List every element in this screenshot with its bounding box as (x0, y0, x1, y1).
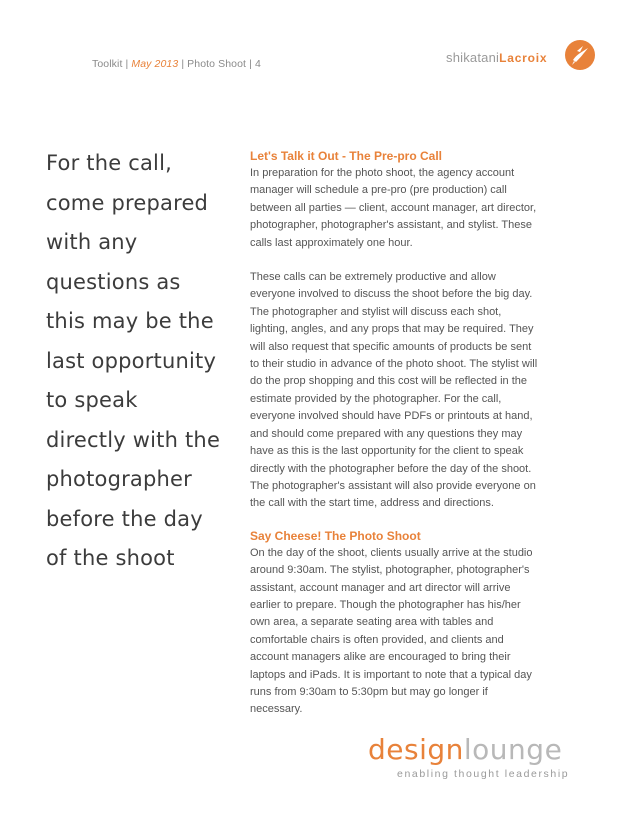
text-line: own area, a separate seating area with tables and (250, 616, 494, 629)
pull-quote-line: last opportunity (46, 348, 217, 373)
pull-quote-line: come prepared (46, 190, 209, 215)
text-line: The photographer's assistant will also provide everyone on (250, 479, 536, 492)
header-separator: | (125, 58, 129, 70)
pull-quote-line: directly with the (46, 427, 221, 452)
paragraph-spacer (250, 252, 600, 269)
text-line: directly with the photographer before the day of the shoot. (250, 462, 532, 475)
text-line: lighting, angles, and any props that may be required. They (250, 323, 534, 336)
text-line: to their studio in advance of the photo shoot. The stylist will (250, 358, 538, 371)
pull-quote-line: this may be the (46, 309, 214, 333)
header-separator: | (181, 58, 185, 70)
section-title-photo-shoot: Say Cheese! The Photo Shoot (250, 528, 421, 543)
pull-quote-line: questions as (46, 269, 181, 294)
text-line: comfortable chairs is often provided, and clients and (250, 633, 504, 646)
header-section: Photo Shoot (187, 58, 247, 70)
header-toolkit: Toolkit (92, 58, 123, 70)
text-line: will also request that specific amounts of products be sent (250, 340, 532, 353)
text-line: calls last approximately one hour. (250, 236, 413, 249)
text-line: necessary. (250, 703, 303, 716)
logo-part1: shikatani (446, 50, 500, 65)
text-line: account managers alike are encouraged to bring their (250, 651, 511, 664)
header-date: May 2013 (131, 58, 179, 70)
section-title-pre-pro-call: Let's Talk it Out - The Pre-pro Call (250, 149, 442, 163)
text-line: between all parties — client, account manager, art director, (250, 201, 537, 214)
text-line: have as this is the last opportunity for the client to speak (250, 445, 524, 458)
logo-part2: Lacroix (499, 51, 548, 65)
designlounge-tagline: enabling thought leadership (397, 768, 570, 780)
pull-quote-line: before the day (46, 506, 203, 531)
text-line: do the prop shopping and this cost will be reflected in the (250, 375, 528, 388)
paragraph-pre-pro-details (250, 269, 600, 513)
pull-quote-line: with any (46, 230, 138, 254)
text-line: laptops and iPads. It is important to note that a typical day (250, 668, 532, 681)
text-line: photographer, photographer's assistant, and stylist. These (250, 219, 532, 232)
header-separator: | (249, 58, 252, 70)
text-line: runs from 9:30am to 5:30pm but may go longer if (250, 685, 488, 698)
header-page-number: 4 (254, 58, 261, 70)
text-line: the call with the start time, address and directions. (250, 497, 494, 510)
text-line: On the day of the shoot, clients usually arrive at the studio (250, 546, 533, 559)
wordmark-lounge: lounge (463, 733, 563, 766)
pull-quote-line: For the call, (46, 151, 172, 175)
paragraph-photo-shoot (250, 545, 600, 719)
pull-quote (46, 144, 242, 579)
designlounge-logo (368, 734, 598, 784)
text-line: manager will schedule a pre-pro (pre production) call (250, 184, 507, 197)
text-line: In preparation for the photo shoot, the agency account (250, 167, 515, 179)
text-line: earlier to prepare. Though the photographer has his/her (250, 598, 521, 611)
text-line: everyone involved should have PDFs or printouts at hand, (250, 410, 533, 423)
text-line: around 9:30am. The stylist, photographer, photographer's (250, 564, 530, 577)
section-spacer (250, 513, 600, 528)
body-column (250, 148, 600, 719)
paragraph-pre-pro-intro (250, 165, 600, 252)
logo-bird-icon (565, 40, 595, 70)
text-line: estimate provided by the photographer. For the call, (250, 392, 502, 405)
text-line: assistant, account manager and art director will arrive (250, 581, 511, 594)
pull-quote-line: to speak (46, 388, 138, 412)
text-line: and should come prepared with any questions they may (250, 427, 523, 440)
pull-quote-line: of the shoot (46, 546, 175, 570)
shikatani-lacroix-logo (446, 40, 596, 80)
text-line: everyone involved to discuss the shoot before the big day. (250, 288, 533, 301)
pull-quote-line: photographer (46, 467, 192, 491)
text-line: The photographer and stylist will discuss each shot, (250, 305, 502, 318)
designlounge-wordmark (368, 734, 562, 766)
text-line: These calls can be extremely productive and allow (250, 271, 496, 284)
logo-wordmark (446, 50, 547, 65)
wordmark-design: design (368, 733, 464, 766)
running-header (92, 58, 261, 70)
